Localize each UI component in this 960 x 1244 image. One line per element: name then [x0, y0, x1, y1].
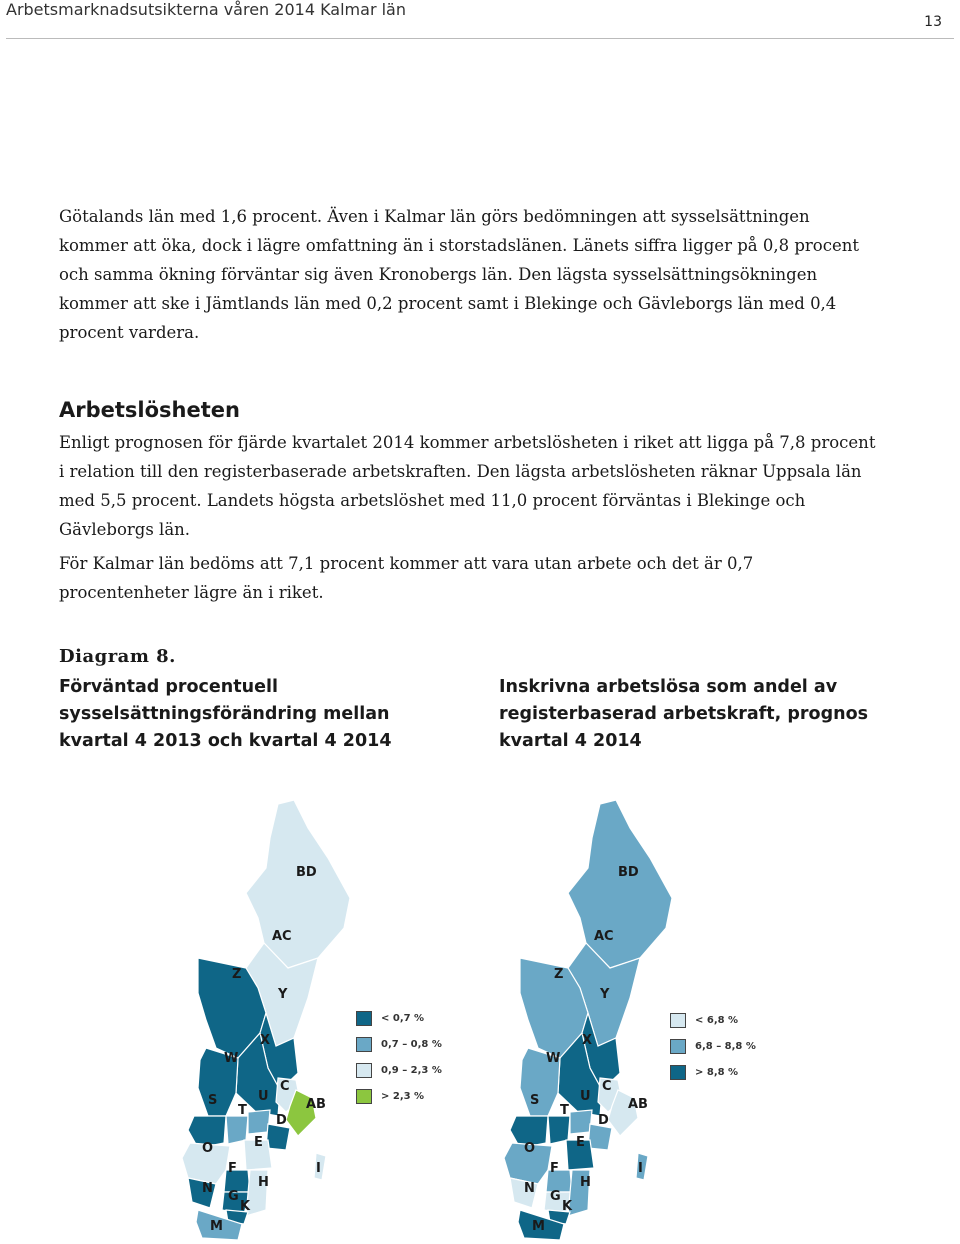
legend-swatch [670, 1039, 686, 1054]
label-X: X [582, 1033, 593, 1048]
label-D: D [276, 1113, 287, 1128]
label-E: E [254, 1135, 263, 1150]
legend-item [356, 1006, 442, 1030]
running-title: Arbetsmarknadsutsikterna våren 2014 Kalmar län [6, 0, 406, 19]
label-Z: Z [554, 967, 564, 982]
label-BD: BD [296, 865, 317, 880]
legend-label: 0,9 – 2,3 % [381, 1064, 442, 1076]
label-BD: BD [618, 865, 639, 880]
county-BD [568, 800, 672, 968]
label-M: M [210, 1219, 223, 1234]
county-U [248, 1110, 270, 1134]
right-map-caption: Inskrivna arbetslösa som andel av registerbaserad arbetskraft, prognos kvartal 4 2014 [499, 677, 869, 751]
header-rule [6, 38, 954, 39]
legend-swatch [356, 1063, 372, 1078]
label-Y: Y [600, 987, 610, 1002]
legend-label: > 2,3 % [381, 1090, 425, 1102]
legend-label: > 8,8 % [695, 1066, 739, 1078]
label-M: M [532, 1219, 545, 1234]
label-S: S [208, 1093, 218, 1108]
label-O: O [524, 1141, 536, 1156]
legend-label: < 0,7 % [381, 1012, 425, 1024]
label-H: H [580, 1175, 591, 1190]
label-AB: AB [306, 1097, 326, 1112]
label-S: S [530, 1093, 540, 1108]
legend-label: 0,7 – 0,8 % [381, 1038, 442, 1050]
label-E: E [576, 1135, 585, 1150]
legend-swatch [356, 1089, 372, 1104]
label-F: F [550, 1161, 559, 1176]
label-C: C [602, 1079, 612, 1094]
label-Z: Z [232, 967, 242, 982]
right-sweden-map [490, 798, 680, 1242]
section-paragraph-1: Enligt prognosen för fjärde kvartalet 2014 kommer arbetslösheten i riket att ligga på 7,8 procent i relation till den registerbaserade arbetskraften. Den lägsta arbetslösheten räknar Uppsala län med 5,5 procent. Landets högsta arbetslöshet med 11,0 procent förväntas i Blekinge och Gävleborgs län. [59, 433, 876, 539]
legend-item [356, 1032, 442, 1056]
label-U: U [258, 1089, 269, 1104]
label-C: C [280, 1079, 290, 1094]
legend-item [670, 1008, 756, 1032]
page-header [0, 0, 960, 30]
legend-label: 6,8 – 8,8 % [695, 1040, 756, 1052]
label-I: I [316, 1161, 321, 1176]
label-W: W [546, 1051, 561, 1066]
legend-item [670, 1034, 756, 1058]
legend-label: < 6,8 % [695, 1014, 739, 1026]
intro-paragraph: Götalands län med 1,6 procent. Även i Kalmar län görs bedömningen att sysselsättningen kommer att öka, dock i lägre omfattning än i storstadslänen. Länets siffra ligger på 0,8 procent och samma ökning förväntar sig även Kronobergs län. Den lägsta sysselsättningsökningen kommer att ske i Jämtlands län med 0,2 procent samt i Blekinge och Gävleborgs län med 0,4 procent vardera. [59, 207, 859, 342]
label-AB: AB [628, 1097, 648, 1112]
left-map-legend [356, 1006, 442, 1110]
label-I: I [638, 1161, 643, 1176]
label-W: W [224, 1051, 239, 1066]
label-K: K [562, 1199, 573, 1214]
label-G: G [550, 1189, 561, 1204]
label-N: N [524, 1181, 535, 1196]
label-H: H [258, 1175, 269, 1190]
legend-swatch [356, 1011, 372, 1026]
section-paragraph-2: För Kalmar län bedöms att 7,1 procent kommer att vara utan arbete och det är 0,7 procentenheter lägre än i riket. [59, 554, 754, 602]
label-N: N [202, 1181, 213, 1196]
label-Y: Y [278, 987, 288, 1002]
legend-item [356, 1084, 442, 1108]
label-K: K [240, 1199, 251, 1214]
legend-item [670, 1060, 756, 1084]
label-X: X [260, 1033, 271, 1048]
county-BD [246, 800, 350, 968]
label-D: D [598, 1113, 609, 1128]
section-heading: Arbetslösheten [59, 398, 240, 422]
legend-swatch [356, 1037, 372, 1052]
label-O: O [202, 1141, 214, 1156]
label-G: G [228, 1189, 239, 1204]
label-AC: AC [594, 929, 614, 944]
label-U: U [580, 1089, 591, 1104]
diagram-label: Diagram 8. [59, 646, 176, 667]
page-number: 13 [924, 14, 942, 30]
label-F: F [228, 1161, 237, 1176]
legend-item [356, 1058, 442, 1082]
right-map-legend [670, 1008, 756, 1086]
left-map-caption: Förväntad procentuell sysselsättningsförändring mellan kvartal 4 2013 och kvartal 4 2014 [59, 677, 392, 751]
legend-swatch [670, 1065, 686, 1080]
label-T: T [560, 1103, 569, 1118]
left-sweden-map [168, 798, 358, 1242]
label-T: T [238, 1103, 247, 1118]
county-U [570, 1110, 592, 1134]
legend-swatch [670, 1013, 686, 1028]
label-AC: AC [272, 929, 292, 944]
